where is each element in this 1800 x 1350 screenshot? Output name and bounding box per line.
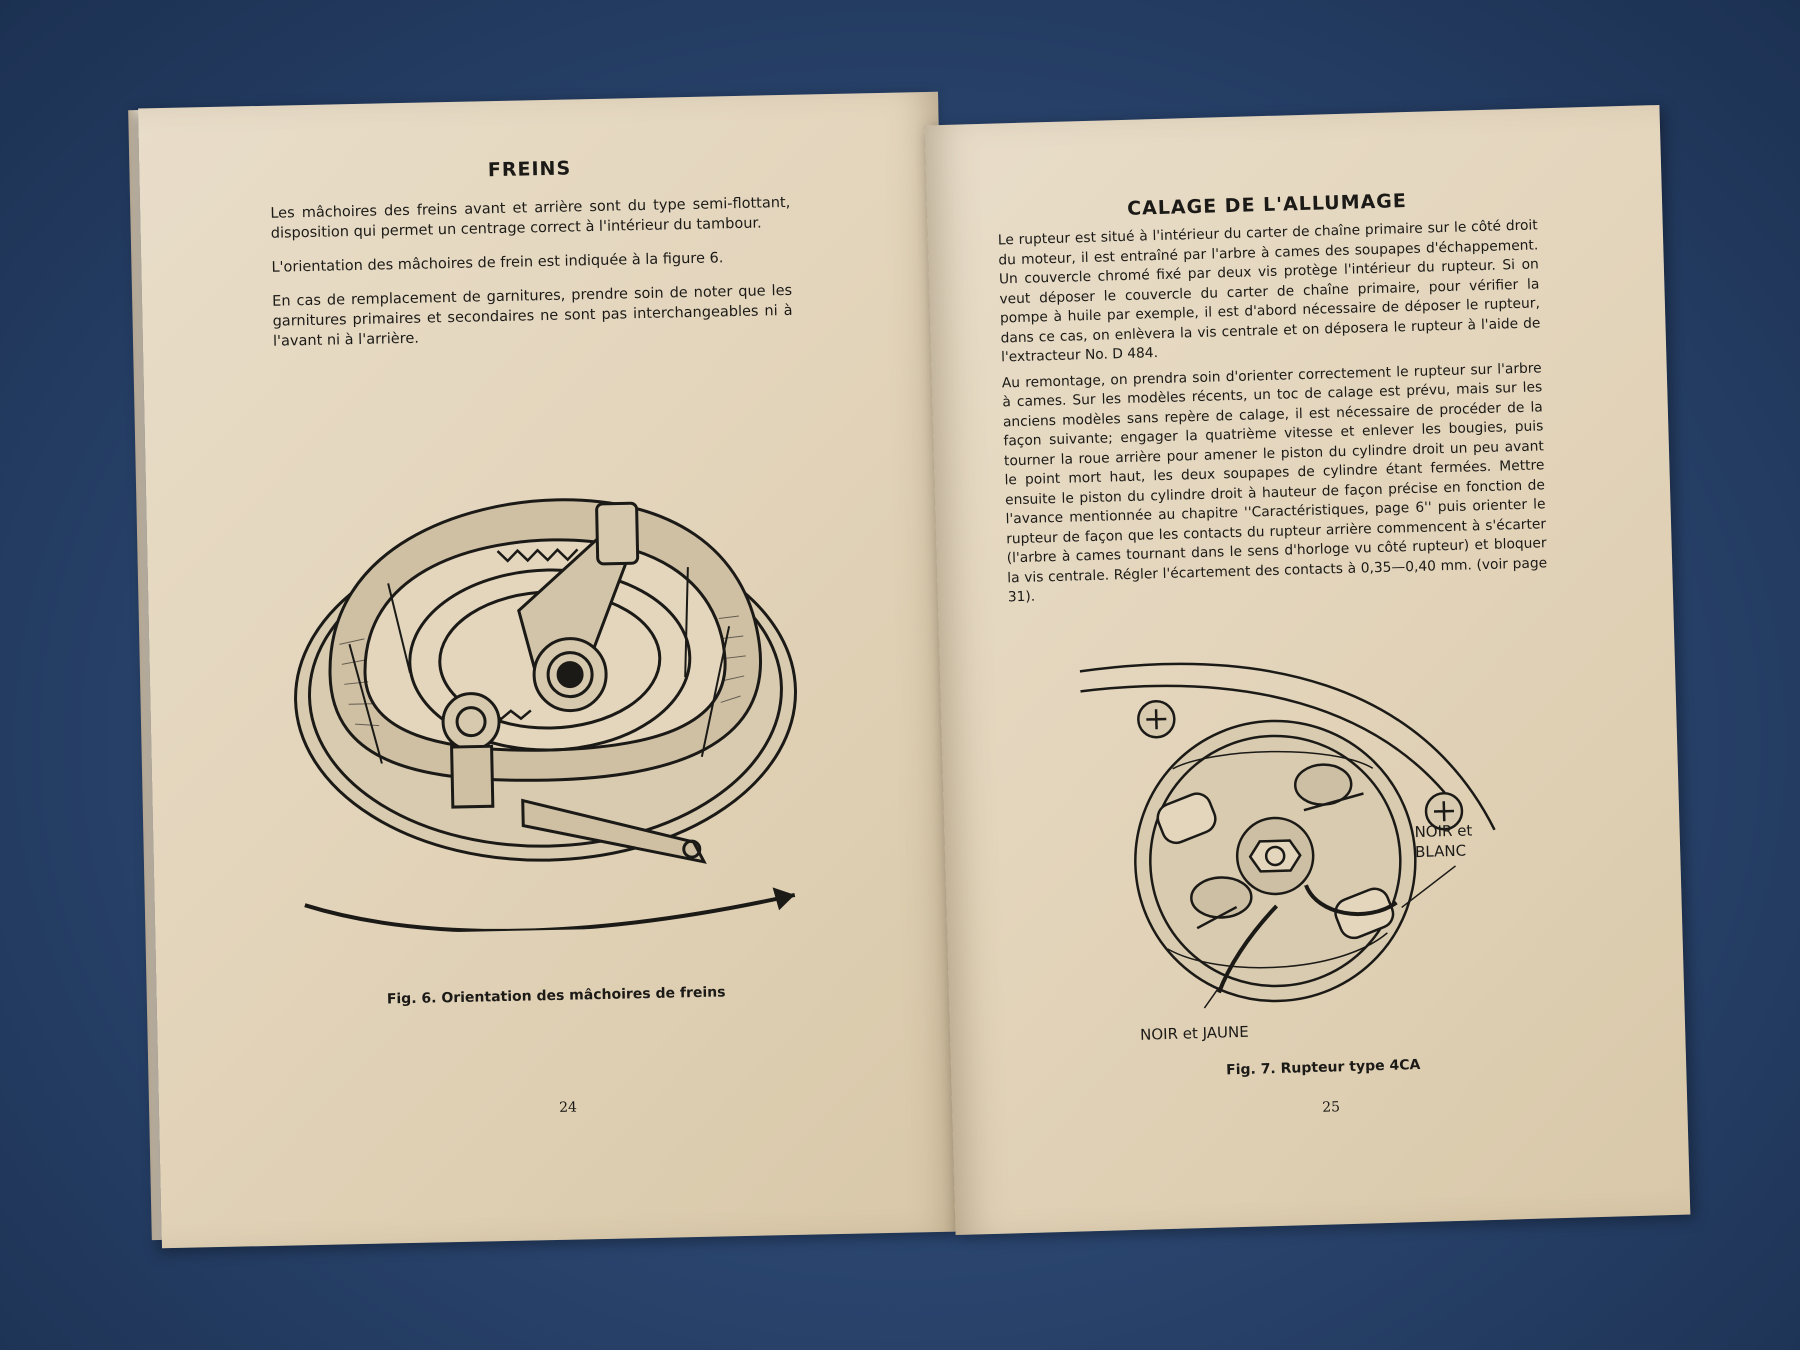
right-page-number: 25 — [1322, 1099, 1341, 1116]
right-paragraph-2: Au remontage, on prendra soin d'orienter correctement le rupteur sur l'arbre à cames. Sur les modèles récents, un toc de calage est prévu, mais sur les anciens modèles sans repère de calage, il est nécessaire de procéder de la façon suivante; engager la quatrième vitesse et enlever les bougies, puis tourner la roue arrière pour amener le piston du cylindre droit un peu avant le point mort haut, les deux soupapes de cylindre étant fermées. Mettre ensuite le piston du cylindre droit à hauteur de façon précise en fonction de l'avance mentionnée au chapitre ''Caractéristiques, page 6'' puis orienter le rupteur de façon que les contacts du rupteur arrière commencent à s'écarter (l'arbre à cames tournant dans le sens d'horloge vu côté rupteur) et bloquer la vis centrale. Régler l'écartement des contacts à 0,35—0,40 mm. (voir page 31). — [1001, 359, 1548, 606]
left-paragraph-3: En cas de remplacement de garnitures, prendre soin de noter que les garnitures primaires et secondaires ne sont pas interchangeables ni à l'avant ni à l'arrière. — [272, 282, 793, 350]
rotation-arrowhead — [773, 887, 795, 910]
right-page — [925, 105, 1691, 1235]
fig6-caption: Fig. 6. Orientation des mâchoires de freins — [386, 984, 726, 1008]
fig7-caption: Fig. 7. Rupteur type 4CA — [1225, 1057, 1421, 1079]
brake-shoe-illustration — [266, 454, 836, 936]
brake-cam-pivot — [597, 503, 638, 564]
left-page — [138, 92, 962, 1249]
brake-anchor-pin — [442, 693, 499, 750]
label-black-yellow: NOIR et JAUNE — [1139, 1022, 1249, 1044]
right-page-heading: CALAGE DE L'ALLUMAGE — [1126, 190, 1408, 220]
central-screw — [1250, 840, 1301, 871]
left-paragraph-1: Les mâchoires des freins avant et arrière sont du type semi-flottant, disposition qui permet un centrage correct à l'intérieur du tambour. — [270, 194, 791, 242]
left-page-number: 24 — [559, 1099, 578, 1116]
left-page-heading: FREINS — [487, 157, 572, 182]
right-paragraph-1: Le rupteur est situé à l'intérieur du carter de chaîne primaire sur le côté droit du moteur, il est entraîné par l'arbre à cames des soupapes d'échappement. Un couvercle chromé fixé par deux vis protège l'intérieur du rupteur. Si on veut déposer le couvercle du carter de chaîne primaire, pour vérifier la pompe à huile par exemple, il est d'abord nécessaire de déposer le rupteur, dans ce cas, on enlèvera la vis centrale et on déposera le rupteur à l'aide de l'extracteur No. D 484. — [997, 217, 1541, 366]
left-paragraph-2: L'orientation des mâchoires de frein est indiquée à la figure 6. — [271, 250, 724, 276]
label-black-white: NOIR et BLANC — [1414, 821, 1473, 862]
rotation-arrow — [305, 895, 796, 935]
leader-line-black-yellow — [1204, 988, 1220, 1008]
left-page-text — [269, 153, 793, 366]
right-page-text — [997, 186, 1548, 613]
